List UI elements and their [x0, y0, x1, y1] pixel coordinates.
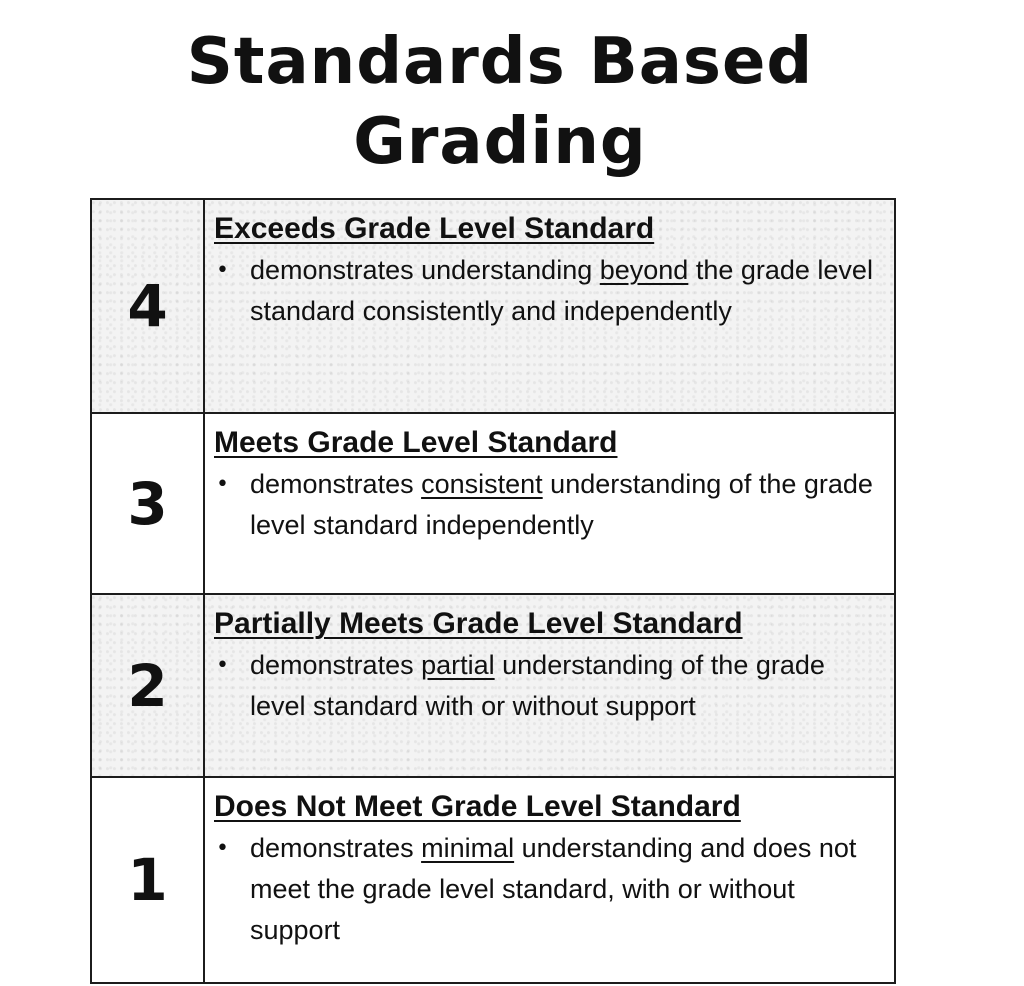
description-cell — [214, 605, 884, 727]
level-description — [250, 650, 825, 721]
table-row-level-4 — [92, 200, 894, 414]
list-item — [214, 828, 884, 951]
score-cell — [92, 595, 205, 776]
level-title: Meets Grade Level Standard — [214, 426, 618, 459]
table-row-level-2 — [92, 595, 894, 778]
bullet-icon: • — [216, 653, 229, 678]
emphasis-word: beyond — [599, 255, 689, 285]
description-cell — [214, 788, 884, 951]
level-title: Does Not Meet Grade Level Standard — [214, 790, 741, 823]
score-value: 4 — [127, 272, 168, 340]
page-title-line-2: Grading — [353, 105, 647, 179]
score-cell — [92, 778, 205, 982]
emphasis-word: minimal — [421, 833, 515, 863]
score-value: 1 — [127, 846, 168, 914]
score-value: 2 — [127, 651, 168, 720]
description-cell — [214, 210, 884, 332]
level-description — [250, 833, 856, 945]
table-row-level-3 — [92, 414, 894, 595]
description-text-after: understanding of the grade level standard with or without support — [250, 650, 825, 721]
table-row-level-1 — [92, 778, 894, 982]
description-text-after: understanding of the grade level standard independently — [250, 469, 873, 540]
description-text-after: the grade level standard consistently and independently — [250, 255, 873, 326]
level-description — [250, 255, 873, 326]
description-cell — [214, 424, 884, 546]
level-title: Partially Meets Grade Level Standard — [214, 607, 743, 640]
list-item — [214, 645, 884, 727]
list-item — [214, 464, 884, 546]
description-text-after: understanding and does not meet the grade level standard, with or without support — [250, 833, 857, 945]
description-text-before: demonstrates — [250, 650, 422, 680]
description-text-before: demonstrates — [250, 833, 422, 863]
bullet-icon: • — [216, 258, 229, 283]
score-value: 3 — [127, 469, 168, 538]
level-title: Exceeds Grade Level Standard — [214, 212, 655, 245]
emphasis-word: partial — [421, 650, 495, 680]
description-text-before: demonstrates understanding — [250, 255, 600, 285]
level-description — [250, 469, 873, 540]
bullet-icon: • — [216, 836, 229, 861]
description-text-before: demonstrates — [250, 469, 422, 499]
page-title-line-1: Standards Based — [186, 25, 814, 99]
score-cell — [92, 414, 205, 593]
emphasis-word: consistent — [421, 469, 543, 499]
list-item — [214, 250, 884, 332]
score-cell — [92, 200, 205, 412]
bullet-icon: • — [216, 472, 229, 497]
grading-scale-table — [90, 198, 896, 984]
